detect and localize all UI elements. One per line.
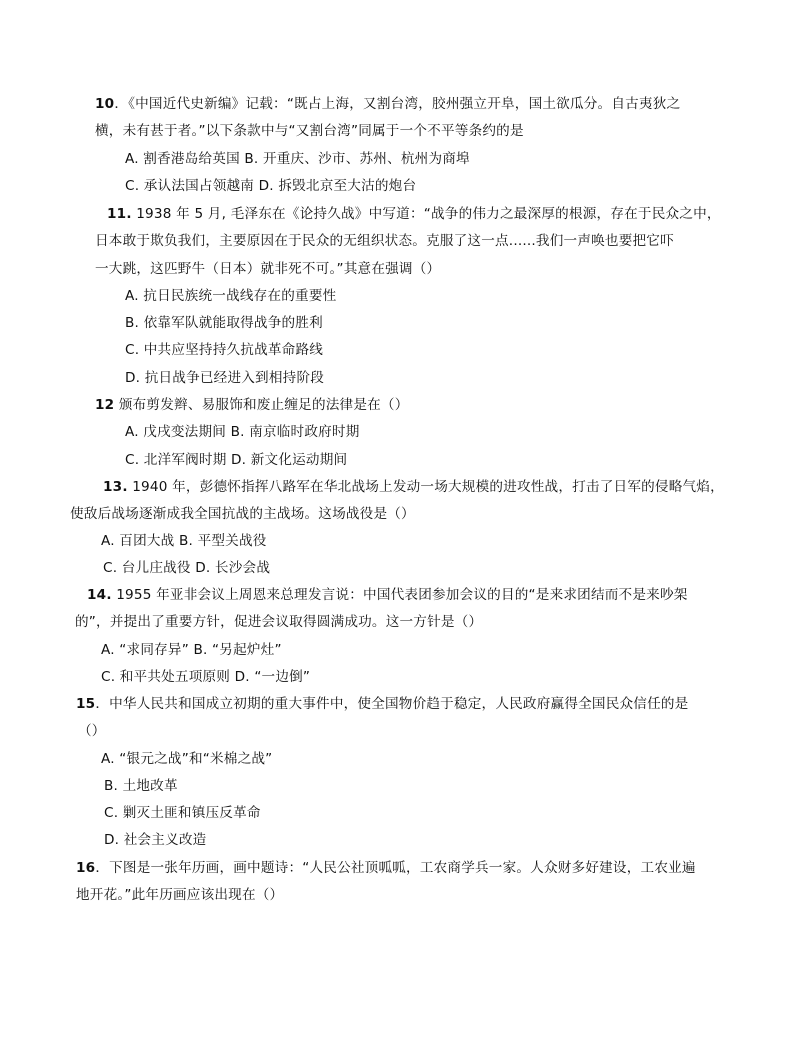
q16-stem-line-1: 16．下图是一张年历画，画中题诗：“人民公社顶呱呱，工农商学兵一家。人众财多好建设，工农业遍 bbox=[76, 860, 696, 876]
q13-stem-line-1: 13. 1940 年，彭德怀指挥八路军在华北战场上发动一场大规模的进攻性战，打击了日军的侵略气焰， bbox=[103, 479, 724, 495]
q10-stem-line-1: 10．《中国近代史新编》记载：“既占上海，又割台湾，胶州强立开阜，国土欲瓜分。自古夷狄之 bbox=[95, 96, 681, 112]
q11-stem-line-3: 一大跳，这匹野牛（日本）就非死不可。”其意在强调（） bbox=[95, 261, 441, 277]
q14-number: 14. bbox=[87, 587, 112, 603]
q11-option-a: A. 抗日民族统一战线存在的重要性 bbox=[125, 288, 337, 304]
q14-stem-line-1: 14. 1955 年亚非会议上周恩来总理发言说：中国代表团参加会议的目的“是来求团结而不是来吵架 bbox=[87, 587, 688, 603]
q15-number: 15 bbox=[76, 696, 96, 712]
q12-number: 12 bbox=[95, 397, 115, 413]
q15-option-d: D. 社会主义改造 bbox=[104, 832, 207, 848]
q15-option-a: A. “银元之战”和“米棉之战” bbox=[101, 751, 273, 767]
q14-stem-line-2: 的”，并提出了重要方针，促进会议取得圆满成功。这一方针是（） bbox=[75, 614, 483, 630]
q16-stem-line-2: 地开花。”此年历画应该出现在（） bbox=[76, 887, 284, 903]
q12-option-line-1: A. 戊戌变法期间 B. 南京临时政府时期 bbox=[125, 424, 360, 440]
q11-stem-line-1: 11. 1938 年 5 月, 毛泽东在《论持久战》中写道：“战争的伟力之最深厚的根源，存在于民众之中， bbox=[107, 206, 721, 222]
q15-stem-line-1: 15．中华人民共和国成立初期的重大事件中，使全国物价趋于稳定，人民政府赢得全国民众信任的是 bbox=[76, 696, 689, 712]
q14-option-line-1: A. “求同存异” B. “另起炉灶” bbox=[101, 642, 282, 658]
q10-stem-line-2: 横，未有甚于者。”以下条款中与“又割台湾”同属于一个不平等条约的是 bbox=[95, 123, 524, 139]
q13-option-line-2: C. 台儿庄战役 D. 长沙会战 bbox=[103, 560, 271, 576]
q15-option-b: B. 土地改革 bbox=[104, 778, 178, 794]
q16-number: 16 bbox=[76, 860, 96, 876]
q11-stem-line-2: 日本敢于欺负我们，主要原因在于民众的无组织状态。克服了这一点......我们一声唤也要把它吓 bbox=[95, 233, 674, 249]
q13-number: 13. bbox=[103, 479, 128, 495]
q10-option-line-2: C. 承认法国占领越南 D. 拆毁北京至大沽的炮台 bbox=[125, 178, 417, 194]
q14-option-line-2: C. 和平共处五项原则 D. “一边倒” bbox=[101, 669, 311, 685]
q15-stem-line-2: （） bbox=[78, 723, 106, 739]
q12-option-line-2: C. 北洋军阀时期 D. 新文化运动期间 bbox=[125, 452, 348, 468]
q15-option-c: C. 剿灭土匪和镇压反革命 bbox=[104, 805, 261, 821]
q11-option-c: C. 中共应坚持持久抗战革命路线 bbox=[125, 342, 324, 358]
q11-option-d: D. 抗日战争已经进入到相持阶段 bbox=[125, 370, 325, 386]
q10-number: 10 bbox=[95, 96, 115, 112]
q11-number: 11. bbox=[107, 206, 132, 222]
q11-option-b: B. 依靠军队就能取得战争的胜利 bbox=[125, 315, 323, 331]
q10-option-line-1: A. 割香港岛给英国 B. 开重庆、沙市、苏州、杭州为商埠 bbox=[125, 151, 470, 167]
q12-stem-line-1: 12 颁布剪发辫、易服饰和废止缠足的法律是在（） bbox=[95, 397, 409, 413]
q13-stem-line-2: 使敌后战场逐渐成我全国抗战的主战场。这场战役是（） bbox=[70, 506, 415, 522]
q13-option-line-1: A. 百团大战 B. 平型关战役 bbox=[101, 533, 267, 549]
